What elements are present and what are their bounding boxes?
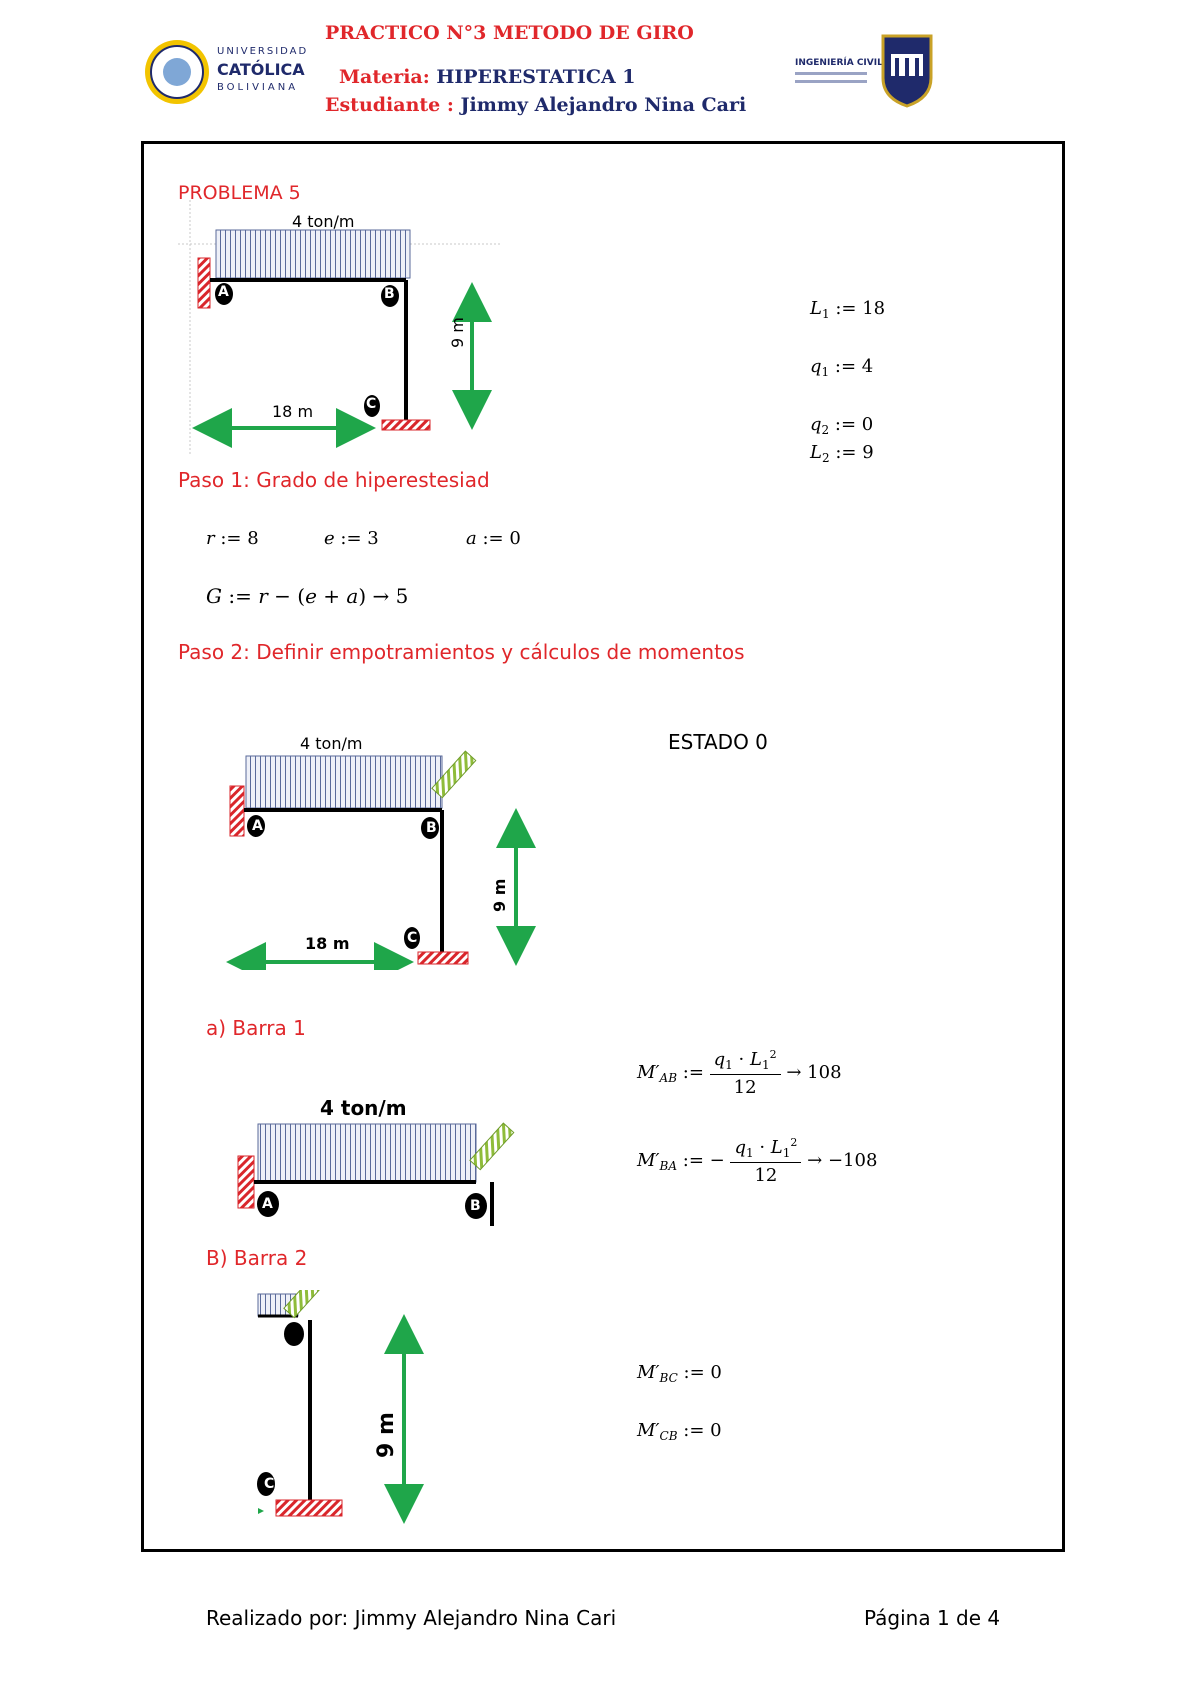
student-line <box>325 94 746 116</box>
step2-title: Paso 2: Definir empotramientos y cálculos de momentos <box>178 640 745 664</box>
given-L2: $L_2$ := 9 <box>810 442 874 465</box>
frame-diagram-estado0 <box>220 730 540 970</box>
given-q2: $q_2$ := 0 <box>810 414 874 437</box>
eq-MCB: $M'_{CB}$ := 0 <box>637 1420 722 1443</box>
document-title: PRACTICO N°3 METODO DE GIRO <box>325 22 694 44</box>
civil-logo-divider <box>795 80 867 83</box>
student-value: Jimmy Alejandro Nina Cari <box>460 94 747 116</box>
node-label-b: B <box>384 286 395 302</box>
eq-MAB-result: 108 <box>807 1062 842 1083</box>
estado0-load-label: 4 ton/m <box>300 734 363 753</box>
barra2-title: B) Barra 2 <box>206 1246 308 1270</box>
footer-author: Realizado por: Jimmy Alejandro Nina Cari <box>206 1606 617 1630</box>
span-label: 18 m <box>272 402 314 421</box>
load-label: 4 ton/m <box>292 212 355 231</box>
estado0-height-label: 9 m <box>490 878 509 912</box>
barra1-load-label: 4 ton/m <box>320 1096 407 1120</box>
estado0-span-label: 18 m <box>305 934 350 953</box>
eq-e: e := 3 <box>324 528 379 549</box>
eq-MBA-result: −108 <box>827 1150 878 1171</box>
eq-MCB-value: 0 <box>710 1420 722 1441</box>
eq-MAB: $M'_{AB}$ := $\frac{q_1 \cdot L_1^2}{12}$ → 108 <box>637 1048 842 1098</box>
university-logo-line2: CATÓLICA <box>217 60 305 79</box>
barra1-node-b: B <box>470 1198 481 1214</box>
shield-icon <box>879 32 935 108</box>
eq-MAB-den: 12 <box>733 1077 757 1098</box>
university-logo <box>143 34 309 110</box>
step1-title: Paso 1: Grado de hiperestesiad <box>178 468 490 492</box>
eq-e-value: 3 <box>367 528 379 549</box>
eq-MBC: $M'_{BC}$ := 0 <box>637 1362 722 1385</box>
university-logo-line1: UNIVERSIDAD <box>217 46 309 57</box>
eq-a: a := 0 <box>466 528 521 549</box>
given-q1-value: 4 <box>861 356 874 377</box>
student-label: Estudiante : <box>325 94 454 116</box>
estado0-node-c: C <box>407 930 418 946</box>
eq-r-value: 8 <box>247 528 259 549</box>
civil-logo-text: INGENIERÍA CIVIL <box>795 58 883 68</box>
eq-MBA: $M'_{BA}$ := − $\frac{q_1 \cdot L_1^2}{12}$ → −108 <box>637 1136 878 1186</box>
civil-logo-divider <box>795 72 867 75</box>
given-L1-value: 18 <box>862 298 886 319</box>
estado0-node-a: A <box>252 818 263 834</box>
given-L1: $L_1$ := 18 <box>810 298 886 321</box>
eq-G-result: 5 <box>395 584 409 608</box>
node-label-c: C <box>366 396 377 412</box>
footer-page-number: Página 1 de 4 <box>864 1606 1001 1630</box>
given-L2-value: 9 <box>862 442 874 463</box>
eq-MBA-den: 12 <box>754 1165 778 1186</box>
barra2-diagram <box>250 1290 430 1530</box>
materia-label: Materia: <box>339 66 430 88</box>
estado0-node-b: B <box>426 820 437 836</box>
eq-a-value: 0 <box>509 528 521 549</box>
given-q2-value: 0 <box>861 414 874 435</box>
node-label-a: A <box>218 284 229 300</box>
eq-r: r := 8 <box>206 528 259 549</box>
eq-G: G := r − (e + a) → 5 <box>206 584 409 608</box>
problem-title: PROBLEMA 5 <box>178 182 301 204</box>
barra2-node-c: C <box>264 1476 275 1492</box>
height-label: 9 m <box>448 317 467 348</box>
materia-value: HIPERESTATICA 1 <box>436 66 636 88</box>
barra1-node-a: A <box>262 1196 273 1212</box>
given-q1: $q_1$ := 4 <box>810 356 874 379</box>
materia-line <box>339 66 636 88</box>
university-logo-line3: BOLIVIANA <box>217 82 299 93</box>
barra2-height-label: 9 m <box>374 1412 399 1458</box>
estado-label: ESTADO 0 <box>668 730 768 754</box>
barra1-title: a) Barra 1 <box>206 1016 306 1040</box>
eq-MBC-value: 0 <box>710 1362 722 1383</box>
civil-engineering-logo <box>795 32 935 108</box>
